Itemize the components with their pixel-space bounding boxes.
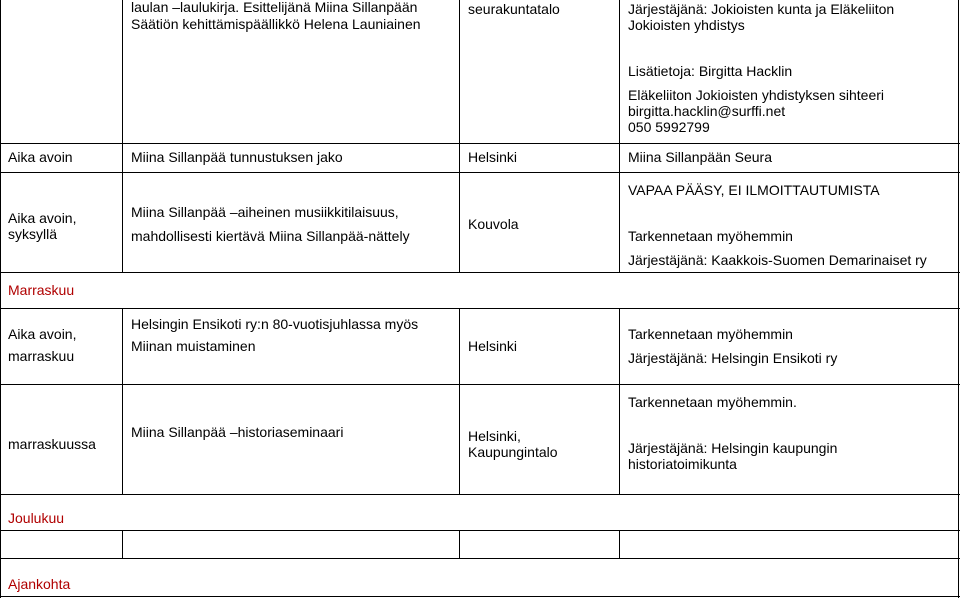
event-time: Aika avoin, [8,326,77,342]
event-time: syksyllä [8,226,58,242]
column-divider [0,0,1,598]
event-contact-email: birgitta.hacklin@surffi.net [628,103,786,119]
row-divider [0,494,960,495]
event-place: seurakuntatalo [468,1,560,17]
event-organizer: Jokioisten yhdistys [628,17,745,33]
column-divider [459,530,460,558]
event-status: Tarkennetaan myöhemmin [628,228,793,244]
event-status: Tarkennetaan myöhemmin [628,326,793,342]
event-organizer: Järjestäjänä: Helsingin Ensikoti ry [628,350,838,366]
row-divider [0,530,960,531]
event-place: Kaupungintalo [468,444,558,460]
event-status: Tarkennetaan myöhemmin. [628,394,797,410]
column-divider [619,0,620,272]
event-description: Helsingin Ensikoti ry:n 80-vuotisjuhlassa myös [131,316,419,332]
event-organizer: historiatoimikunta [628,456,737,472]
event-place: Helsinki, [468,428,521,444]
event-description: laulan –laulukirja. Esittelijänä Miina Sillanpään [131,0,418,15]
column-header-ajankohta: Ajankohta [8,576,71,592]
event-organizer: Järjestäjänä: Jokioisten kunta ja Eläkeliiton [628,1,895,17]
event-description: Miina Sillanpää –historiaseminaari [131,424,344,440]
event-notice: VAPAA PÄÄSY, EI ILMOITTAUTUMISTA [628,182,880,198]
event-contact-info: Lisätietoja: Birgitta Hacklin [628,63,793,79]
column-divider [958,0,959,598]
column-divider [459,308,460,494]
event-description: Miinan muistaminen [131,338,256,354]
event-time: Aika avoin, [8,210,77,226]
event-organizer: Järjestäjänä: Helsingin kaupungin [628,440,838,456]
event-description: mahdollisesti kiertävä Miina Sillanpää-nättely [131,228,410,244]
event-place: Helsinki [468,149,518,165]
row-divider [0,143,960,144]
event-place: Helsinki [468,338,518,354]
column-divider [459,0,460,272]
row-divider [0,558,960,559]
event-place: Kouvola [468,216,519,232]
event-description: Miina Sillanpää –aiheinen musiikkitilaisuus, [131,204,399,220]
row-divider [0,596,960,597]
column-divider [122,0,123,272]
column-divider [122,530,123,558]
row-divider [0,172,960,173]
event-organizer: Miina Sillanpään Seura [628,149,772,165]
event-time: marraskuussa [8,436,96,452]
event-organizer: Järjestäjänä: Kaakkois-Suomen Demarinaiset ry [628,252,927,268]
event-time: Aika avoin [8,149,73,165]
event-contact-info: Eläkeliiton Jokioisten yhdistyksen sihteeri [628,87,885,103]
row-divider [0,308,960,309]
column-divider [619,308,620,494]
event-description: Miina Sillanpää tunnustuksen jako [131,149,343,165]
event-time: marraskuu [8,348,75,364]
row-divider [0,384,960,385]
column-divider [619,530,620,558]
column-divider [122,308,123,494]
row-divider [0,272,960,273]
event-description: Säätiön kehittämispäällikkö Helena Launiainen [131,16,421,32]
event-contact-phone: 050 5992799 [628,119,710,135]
month-heading-marraskuu: Marraskuu [8,282,75,298]
month-heading-joulukuu: Joulukuu [8,510,65,526]
